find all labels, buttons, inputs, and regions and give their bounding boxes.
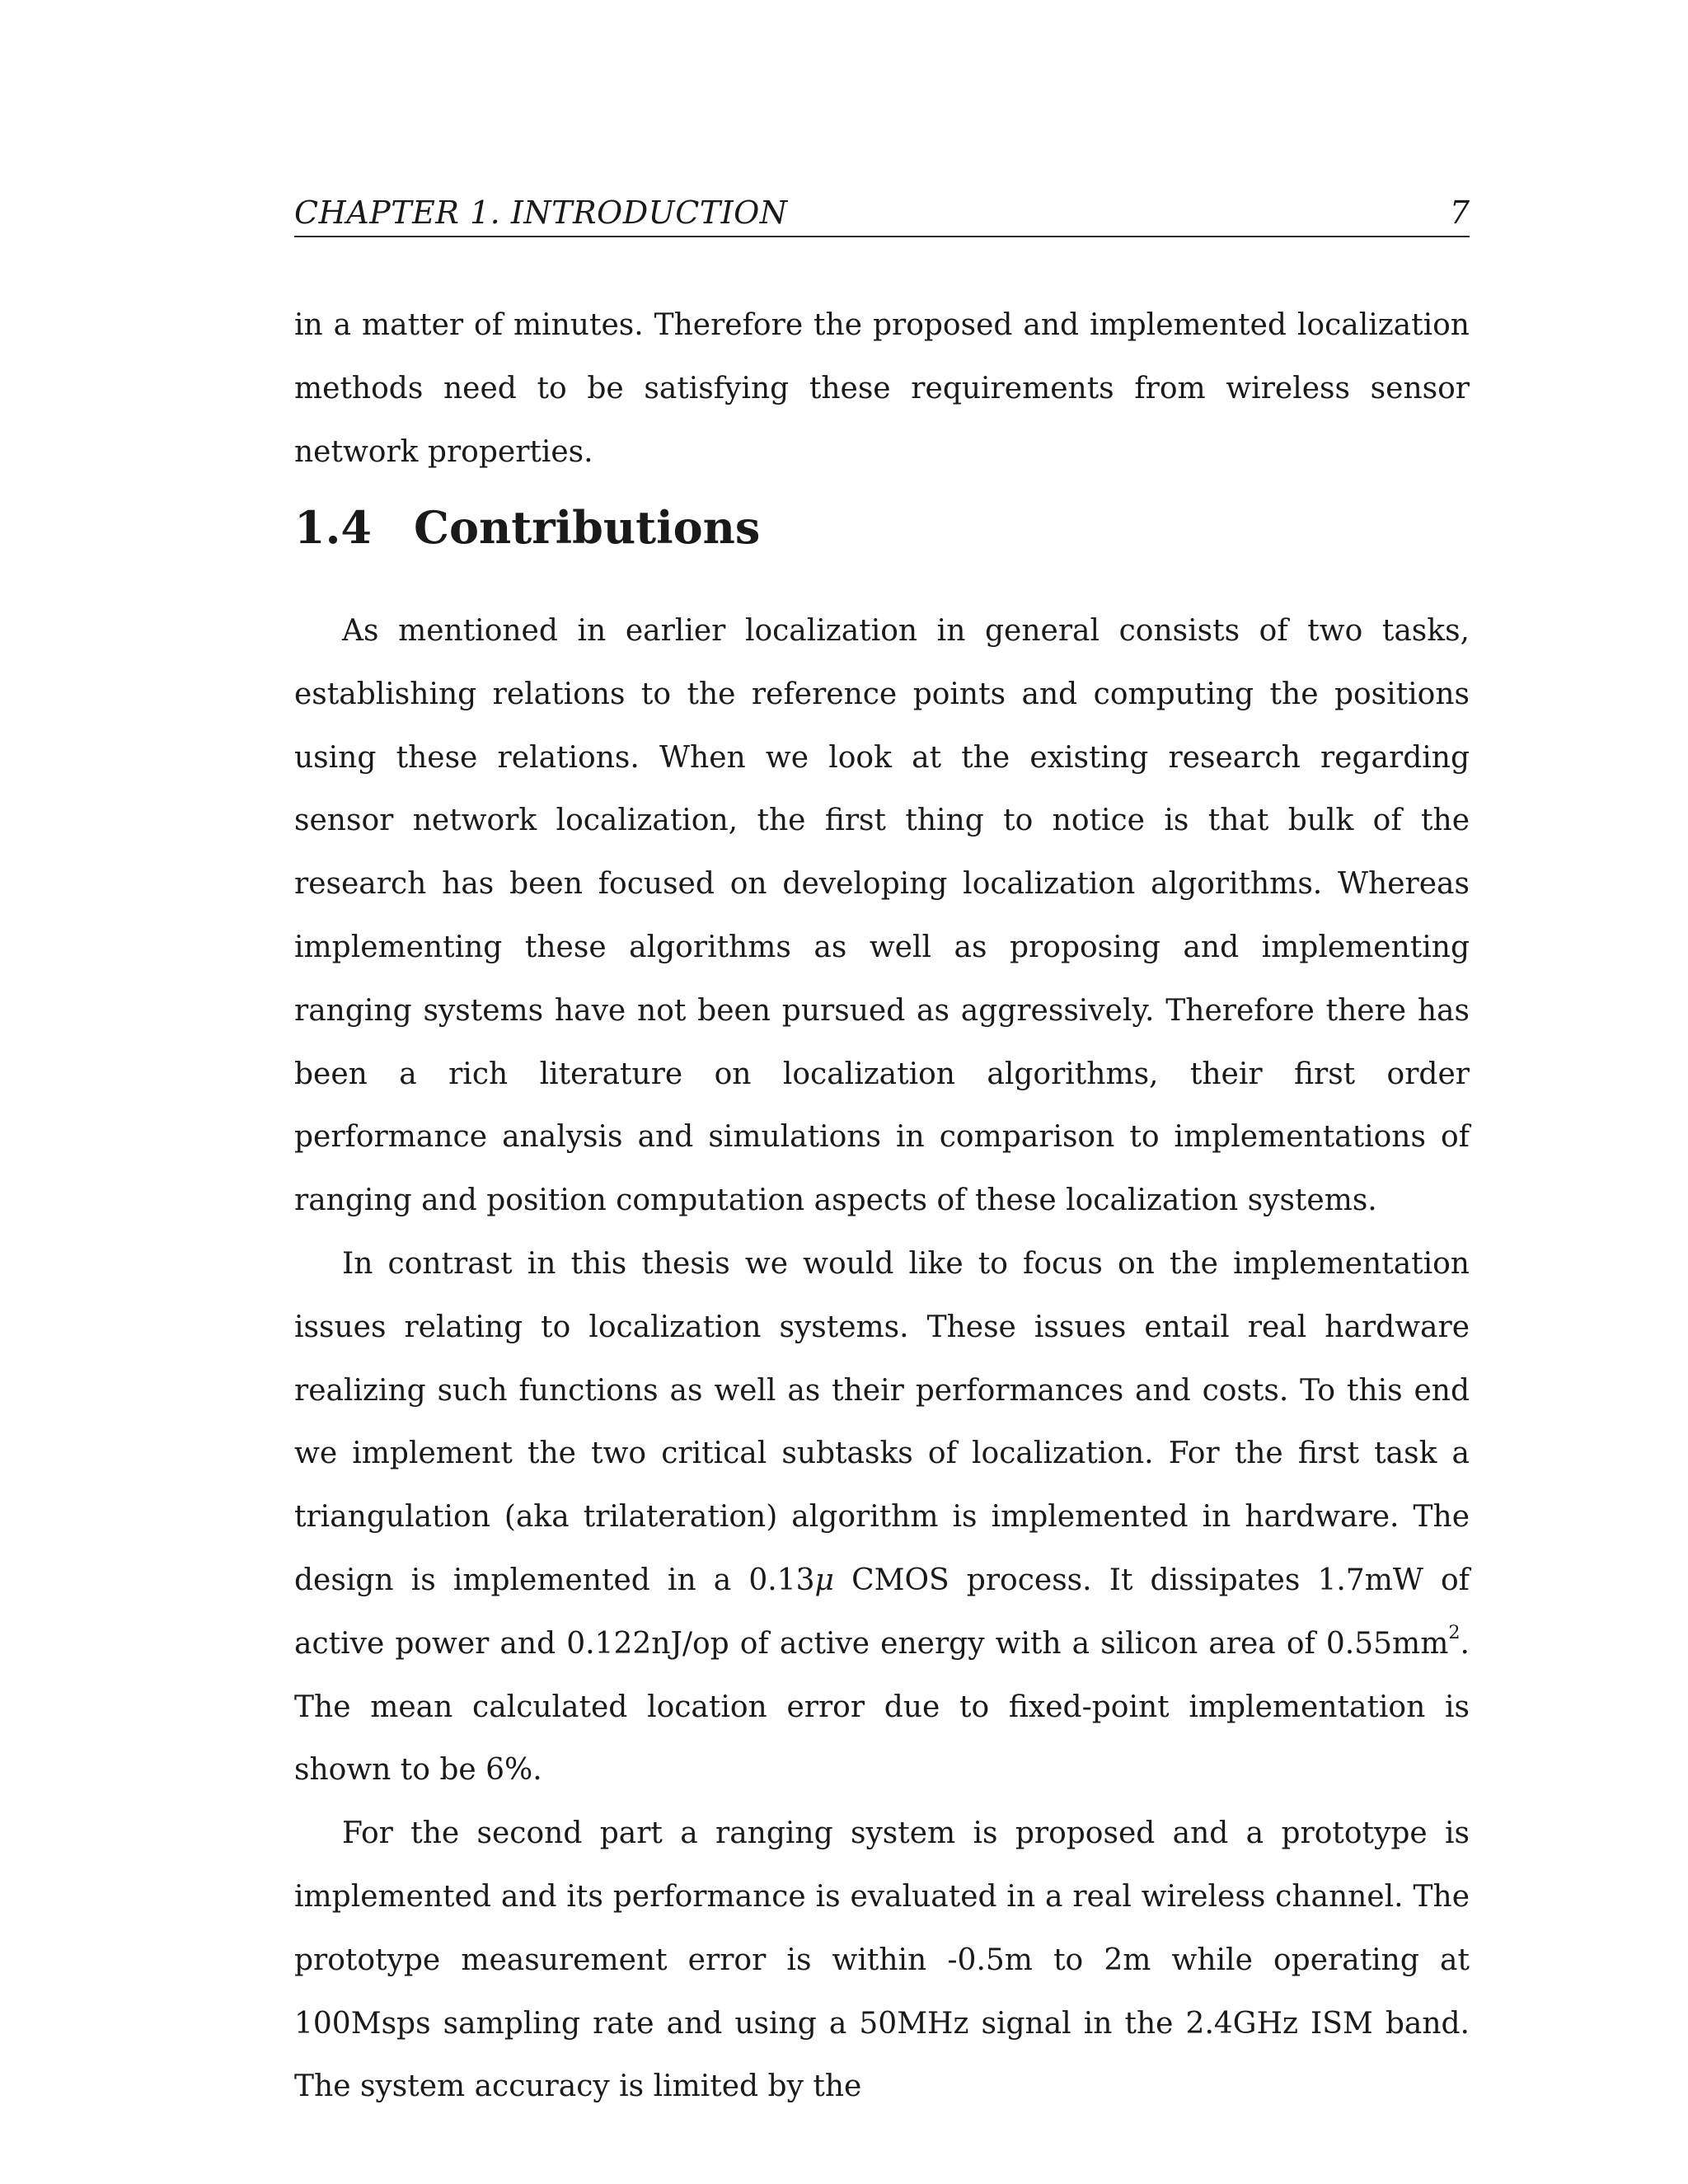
superscript-2: 2 [1448, 1621, 1461, 1643]
paragraph-2-part-2: CMOS process. It dissipates 1.7mW of active power and 0.122nJ/op of active energy with a silicon area of 0.55mm [294, 1563, 1470, 1661]
paragraph-1: As mentioned in earlier localization in general consists of two tasks, establishing relations to the reference points and computing the positions using these relations. When we look at the existing research regarding sensor network localization, the first thing to notice is that bulk of the research has been focused on developing localization algorithms. Whereas implementing these algorithms as well as proposing and implementing ranging systems have not been pursued as aggressively. Therefore there has been a rich literature on localization algorithms, their first order performance analysis and simulations in comparison to implementations of ranging and position computation aspects of these localization systems. [294, 614, 1470, 1218]
continuation-paragraph: in a matter of minutes. Therefore the proposed and implemented localization methods need to be satisfying these requirements from wireless sensor network properties. [294, 308, 1470, 469]
paragraph-2-part-1: In contrast in this thesis we would like to focus on the implementation issues relating to localization systems. These issues entail real hardware realizing such functions as well as their performances and costs. To this end we implement the two critical subtasks of localization. For the first task a triangulation (aka trilateration) algorithm is implemented in hardware. The design is implemented in a 0.13 [294, 1246, 1470, 1597]
continuation-block [294, 294, 1470, 484]
page-number: 7 [1449, 194, 1470, 231]
paragraph-2 [294, 1233, 1470, 1802]
chapter-title: CHAPTER 1. INTRODUCTION [294, 194, 788, 231]
section-number: 1.4 [294, 501, 372, 554]
running-header [294, 190, 1470, 237]
mu-symbol: μ [814, 1563, 834, 1597]
section-body [294, 600, 1470, 2119]
section-title: Contributions [414, 501, 761, 554]
paragraph-3: For the second part a ranging system is proposed and a prototype is implemented and its performance is evaluated in a real wireless channel. The prototype measurement error is within -0.5m to 2m while operating at 100Msps sampling rate and using a 50MHz signal in the 2.4GHz ISM band. The system accuracy is limited by the [294, 1816, 1470, 2104]
section-heading [294, 494, 1470, 560]
paragraph-2-part-3: . The mean calculated location error due to fixed-point implementation is shown to be 6%. [294, 1626, 1470, 1788]
